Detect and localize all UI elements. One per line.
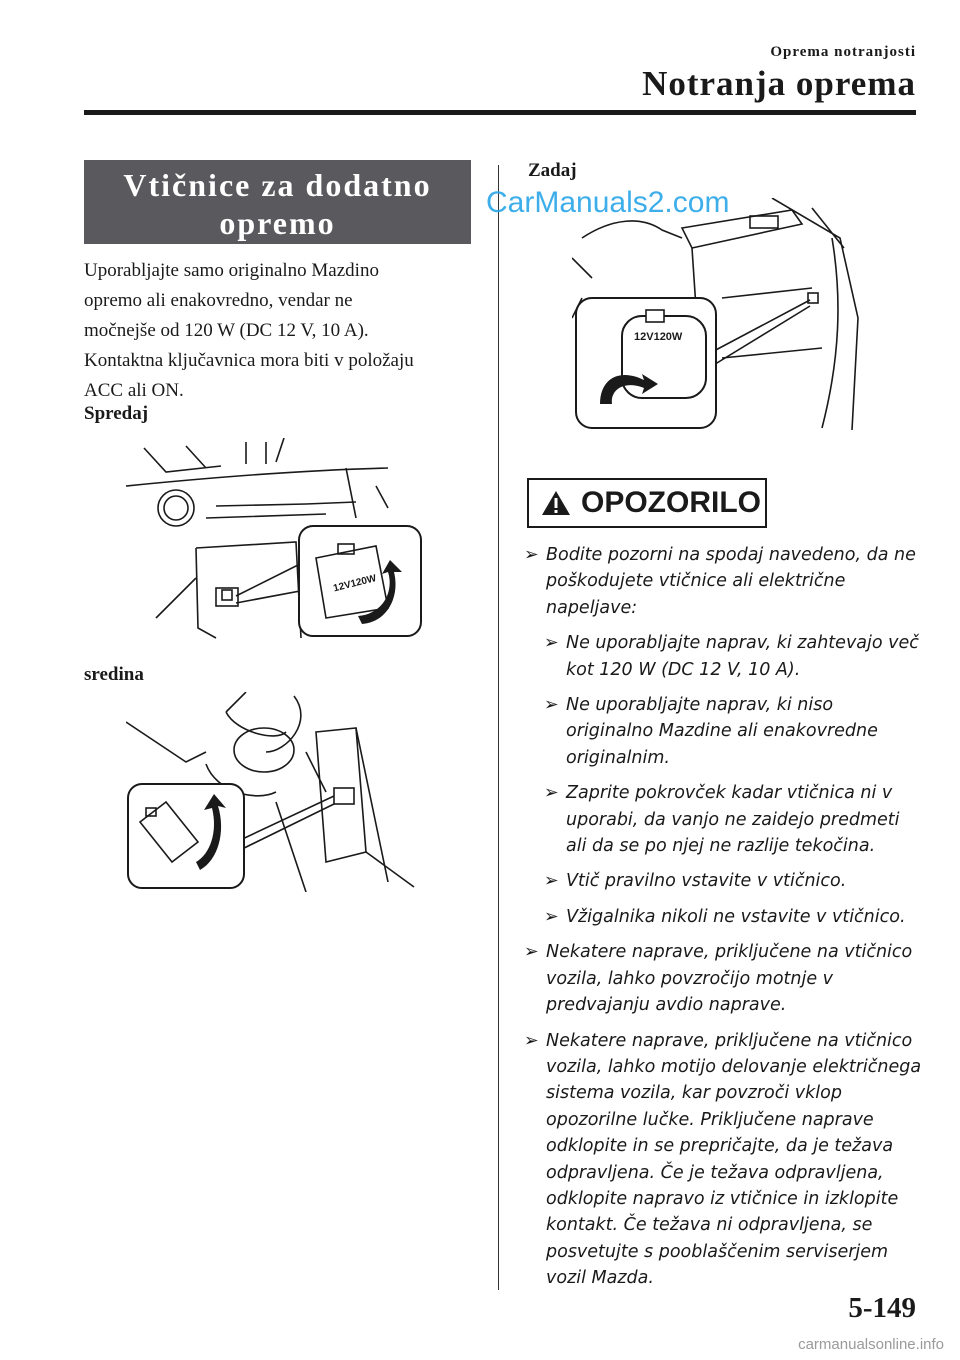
bullet-arrow-icon: ➢: [544, 695, 559, 716]
watermark: CarManuals2.com: [486, 186, 730, 219]
warning-header-box: [527, 478, 767, 528]
figure-cap-label-rear: 12V120W: [634, 331, 683, 343]
bullet-arrow-icon: ➢: [544, 783, 559, 804]
warning-subitem: ➢ Vžigalnika nikoli ne vstavite v vtičnico.: [544, 904, 924, 930]
bullet-arrow-icon: ➢: [524, 545, 539, 565]
figure-rear-socket: [572, 198, 862, 430]
label-middle: sredina: [84, 664, 144, 685]
bullet-arrow-icon: ➢: [544, 906, 559, 927]
intro-line: opremo ali enakovredno, vendar ne: [84, 290, 353, 311]
section-title-banner: [84, 160, 471, 244]
section-title-line-2: opremo: [219, 205, 336, 241]
bullet-arrow-icon: ➢: [524, 1030, 539, 1051]
section-title-line-1: Vtičnice za dodatno: [123, 167, 432, 203]
footer-watermark: carmanualsonline.info: [798, 1336, 944, 1353]
intro-line: močnejše od 120 W (DC 12 V, 10 A).: [84, 320, 369, 341]
warning-item: ➢ Nekatere naprave, priključene na vtičnico vozila, lahko motijo delovanje električnega sistema vozila, kar povzroči vklop opozorilne lučke. Priključene naprave odklopite in se prepričajte, da je težava odpravljena. Če je težava odpravljena, odklopite napravo iz vtičnice in izklopite kontakt. Če težava ni odpravljena, se posvetujte s pooblaščenim serviserjem vozil Mazda.: [524, 1028, 924, 1292]
warning-triangle-icon: [541, 490, 571, 516]
figure-middle-socket: [126, 692, 416, 892]
bullet-arrow-icon: ➢: [524, 942, 539, 963]
figure-cap-label: 12V120W: [332, 573, 378, 595]
warning-item: ➢ Bodite pozorni na spodaj navedeno, da ne poškodujete vtičnice ali električne napeljave:: [524, 542, 924, 621]
warning-subitem: ➢ Vtič pravilno vstavite v vtičnico.: [544, 868, 924, 894]
intro-line: Kontaktna ključavnica mora biti v položaju: [84, 350, 414, 371]
label-rear: Zadaj: [528, 160, 577, 181]
page-number: 5-149: [848, 1292, 916, 1324]
warning-list: [524, 542, 924, 1301]
warning-item: ➢ Nekatere naprave, priključene na vtičnico vozila, lahko povzročijo motnje v predvajanju avdio naprave.: [524, 939, 924, 1018]
warning-subitem: ➢ Ne uporabljajte naprav, ki niso originalno Mazdine ali enakovredne originalnim.: [544, 692, 924, 771]
bullet-arrow-icon: ➢: [544, 871, 559, 892]
running-header-title: Notranja oprema: [642, 64, 916, 103]
column-divider: [498, 165, 499, 1290]
bullet-arrow-icon: ➢: [544, 633, 559, 654]
intro-paragraph: [84, 256, 484, 406]
warning-title: OPOZORILO: [581, 486, 761, 519]
intro-line: Uporabljajte samo originalno Mazdino: [84, 260, 379, 281]
label-front: Spredaj: [84, 403, 149, 424]
warning-subitem: ➢ Ne uporabljajte naprav, ki zahtevajo več kot 120 W (DC 12 V, 10 A).: [544, 630, 924, 683]
running-header-section: Oprema notranjosti: [770, 44, 916, 60]
intro-line: ACC ali ON.: [84, 380, 184, 401]
header-rule: [84, 110, 916, 115]
figure-front-socket: [126, 438, 426, 643]
warning-subitem: ➢ Zaprite pokrovček kadar vtičnica ni v uporabi, da vanjo ne zaidejo predmeti ali da se po njej ne razlije tekočina.: [544, 780, 924, 859]
